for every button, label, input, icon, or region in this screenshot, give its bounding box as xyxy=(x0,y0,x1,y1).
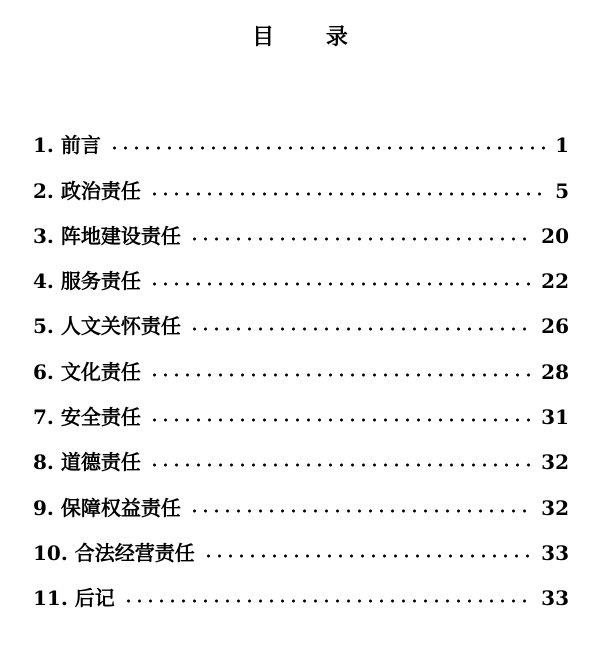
dot-leader xyxy=(123,598,533,604)
toc-entry-page: 5 xyxy=(555,178,569,203)
dot-leader xyxy=(149,191,547,197)
toc-entry-label: 1. 前言 xyxy=(33,133,101,158)
dot-leader xyxy=(189,508,533,514)
toc-entry-label: 2. 政治责任 xyxy=(33,178,141,203)
toc-entry-page: 22 xyxy=(541,269,569,294)
toc-entry-page: 33 xyxy=(541,586,569,611)
toc-entry-page: 31 xyxy=(541,405,569,430)
dot-leader xyxy=(189,236,533,242)
toc-entry-legal-operation[interactable] xyxy=(33,520,569,565)
dot-leader xyxy=(149,281,533,287)
toc-entry-page: 1 xyxy=(555,133,569,158)
toc-entry-safety[interactable] xyxy=(33,384,569,429)
dot-leader xyxy=(109,145,547,151)
toc-entry-page: 32 xyxy=(541,450,569,475)
dot-leader xyxy=(149,417,533,423)
toc-entry-page: 28 xyxy=(541,359,569,384)
toc-entry-postscript[interactable] xyxy=(33,565,569,610)
toc-entry-humanistic-care[interactable] xyxy=(33,293,569,338)
dot-leader xyxy=(189,326,533,332)
toc-entry-page: 33 xyxy=(541,540,569,565)
dot-leader xyxy=(149,462,533,468)
toc-entry-culture[interactable] xyxy=(33,338,569,383)
toc-list xyxy=(33,112,569,610)
toc-entry-page: 20 xyxy=(541,223,569,248)
toc-entry-label: 5. 人文关怀责任 xyxy=(33,314,181,339)
toc-entry-label: 9. 保障权益责任 xyxy=(33,495,181,520)
toc-entry-position-building[interactable] xyxy=(33,203,569,248)
dot-leader xyxy=(149,372,533,378)
dot-leader xyxy=(203,553,533,559)
toc-entry-preface[interactable] xyxy=(33,112,569,157)
toc-entry-rights-protection[interactable] xyxy=(33,474,569,519)
toc-entry-label: 6. 文化责任 xyxy=(33,359,141,384)
toc-entry-label: 7. 安全责任 xyxy=(33,405,141,430)
toc-entry-page: 26 xyxy=(541,314,569,339)
toc-entry-label: 8. 道德责任 xyxy=(33,450,141,475)
toc-entry-label: 11. 后记 xyxy=(33,586,115,611)
toc-entry-page: 32 xyxy=(541,495,569,520)
toc-entry-label: 3. 阵地建设责任 xyxy=(33,223,181,248)
toc-entry-political[interactable] xyxy=(33,157,569,202)
toc-entry-morality[interactable] xyxy=(33,429,569,474)
toc-entry-label: 10. 合法经营责任 xyxy=(33,540,195,565)
toc-entry-service[interactable] xyxy=(33,248,569,293)
toc-title: 目 录 xyxy=(252,24,370,50)
toc-entry-label: 4. 服务责任 xyxy=(33,269,141,294)
